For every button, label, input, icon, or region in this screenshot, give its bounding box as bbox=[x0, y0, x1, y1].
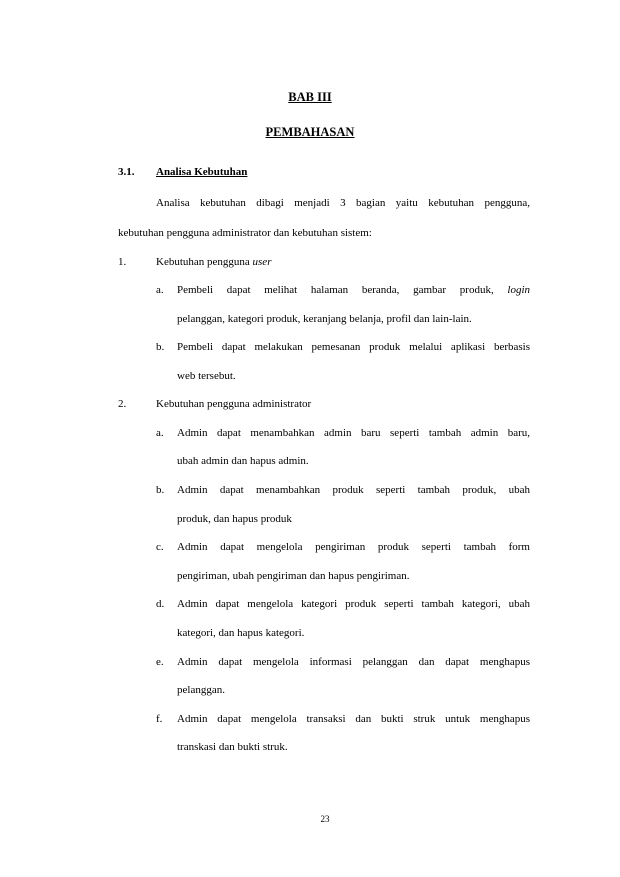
item-1a-italic: login bbox=[507, 284, 531, 296]
item-2b-line-1: Admin dapat menambahkan produk seperti tambah produk, ubah bbox=[177, 484, 530, 496]
item-2a-line-2: ubah admin dan hapus admin. bbox=[177, 455, 309, 467]
item-2c-line-2: pengiriman, ubah pengiriman dan hapus pengiriman. bbox=[177, 570, 410, 582]
section-title: Analisa Kebutuhan bbox=[156, 166, 248, 178]
item-2c-line-1: Admin dapat mengelola pengiriman produk seperti tambah form bbox=[177, 541, 530, 553]
section-number: 3.1. bbox=[118, 166, 135, 178]
item-1-label-italic: user bbox=[252, 256, 272, 268]
chapter-heading: BAB III bbox=[288, 90, 332, 104]
item-2-number: 2. bbox=[118, 398, 127, 410]
item-1a-text: Pembeli dapat melihat halaman beranda, gambar produk, bbox=[177, 284, 494, 296]
item-2d-line-1: Admin dapat mengelola kategori produk seperti tambah kategori, ubah bbox=[177, 598, 530, 610]
item-2e-letter: e. bbox=[156, 656, 164, 668]
item-1a-line-1 bbox=[177, 284, 530, 297]
item-2e-line-2: pelanggan. bbox=[177, 684, 225, 696]
item-1b-line-2: web tersebut. bbox=[177, 370, 236, 382]
item-2f-letter: f. bbox=[156, 713, 163, 725]
item-1-label-text: Kebutuhan pengguna bbox=[156, 256, 250, 268]
chapter-title: PEMBAHASAN bbox=[265, 125, 355, 139]
intro-line-2: kebutuhan pengguna administrator dan kebutuhan sistem: bbox=[118, 227, 372, 239]
item-1a-line-2: pelanggan, kategori produk, keranjang belanja, profil dan lain-lain. bbox=[177, 313, 472, 325]
item-1b-letter: b. bbox=[156, 341, 165, 353]
item-2b-line-2: produk, dan hapus produk bbox=[177, 513, 292, 525]
item-2c-letter: c. bbox=[156, 541, 164, 553]
item-2b-letter: b. bbox=[156, 484, 165, 496]
page-number: 23 bbox=[320, 814, 330, 824]
item-1b-line-1: Pembeli dapat melakukan pemesanan produk melalui aplikasi berbasis bbox=[177, 341, 530, 353]
item-2a-letter: a. bbox=[156, 427, 164, 439]
item-2d-line-2: kategori, dan hapus kategori. bbox=[177, 627, 305, 639]
item-1-number: 1. bbox=[118, 256, 127, 268]
intro-line-1: Analisa kebutuhan dibagi menjadi 3 bagian yaitu kebutuhan pengguna, bbox=[156, 197, 530, 209]
item-1-label bbox=[156, 256, 271, 269]
item-2d-letter: d. bbox=[156, 598, 165, 610]
item-2e-line-1: Admin dapat mengelola informasi pelanggan dan dapat menghapus bbox=[177, 656, 530, 668]
item-2a-line-1: Admin dapat menambahkan admin baru seperti tambah admin baru, bbox=[177, 427, 530, 439]
item-2f-line-2: transkasi dan bukti struk. bbox=[177, 741, 288, 753]
item-2-label: Kebutuhan pengguna administrator bbox=[156, 398, 312, 410]
item-2f-line-1: Admin dapat mengelola transaksi dan bukti struk untuk menghapus bbox=[177, 713, 530, 725]
item-1a-letter: a. bbox=[156, 284, 164, 296]
